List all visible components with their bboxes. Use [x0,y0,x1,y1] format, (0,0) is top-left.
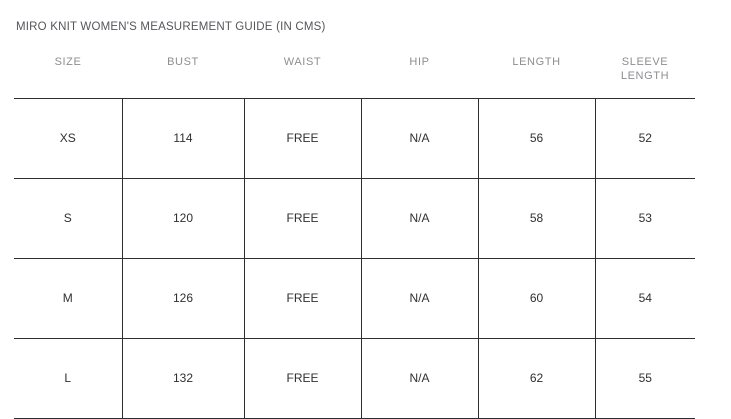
table-body [14,98,695,418]
cell-hip: N/A [361,338,478,418]
cell-sleeve-length: 52 [595,98,695,178]
cell-waist: FREE [244,98,361,178]
cell-sleeve-length: 55 [595,338,695,418]
cell-bust: 126 [122,258,244,338]
size-chart-table [14,50,695,419]
cell-length: 58 [478,178,595,258]
cell-hip: N/A [361,258,478,338]
cell-size: XS [14,98,122,178]
cell-length: 60 [478,258,595,338]
cell-waist: FREE [244,178,361,258]
page-title: MIRO KNIT WOMEN'S MEASUREMENT GUIDE (IN CMS) [16,21,326,33]
table-row [14,178,695,258]
cell-hip: N/A [361,98,478,178]
cell-sleeve-length: 54 [595,258,695,338]
column-header-waist: WAIST [283,56,322,68]
cell-sleeve-length: 53 [595,178,695,258]
column-header-bust: BUST [167,56,199,68]
cell-waist: FREE [244,338,361,418]
column-header-hip: HIP [409,56,430,68]
cell-length: 56 [478,98,595,178]
cell-size: L [14,338,122,418]
cell-bust: 114 [122,98,244,178]
cell-bust: 120 [122,178,244,258]
table-header [14,50,695,98]
table-row [14,258,695,338]
cell-waist: FREE [244,258,361,338]
table-header-row [14,50,695,98]
column-header-length: LENGTH [512,56,561,68]
cell-size: M [14,258,122,338]
cell-hip: N/A [361,178,478,258]
cell-size: S [14,178,122,258]
cell-bust: 132 [122,338,244,418]
column-header-size: SIZE [54,56,82,68]
column-header-sleeve-length: SLEEVE LENGTH [620,56,670,82]
cell-length: 62 [478,338,595,418]
table-row [14,98,695,178]
table-row [14,338,695,418]
